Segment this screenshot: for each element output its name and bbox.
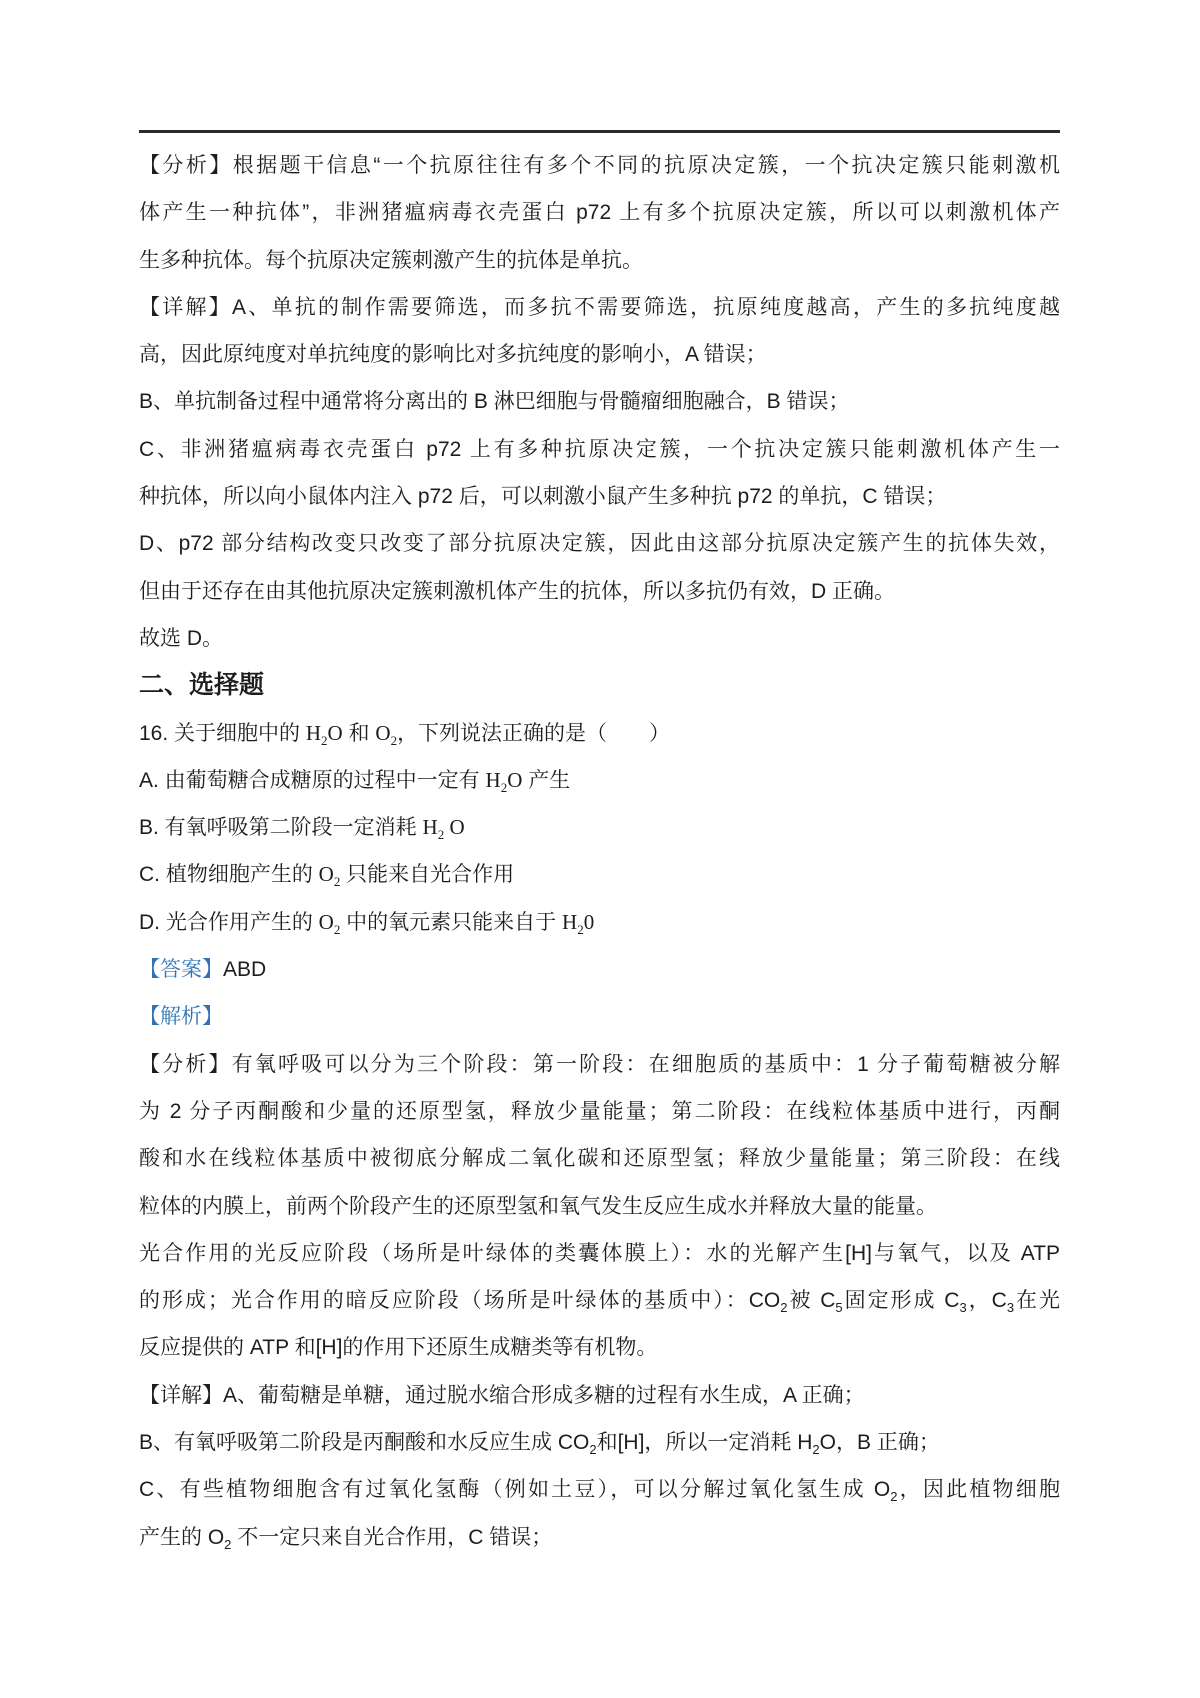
text-run: ，下列说法正确的是（ ） bbox=[397, 721, 671, 745]
text-run: $H_20$ bbox=[562, 909, 595, 937]
text-run: ABD bbox=[223, 958, 267, 982]
text-run: 种抗体，所以向小鼠体内注入 p72 后，可以刺激小鼠产生多种抗 p72 的单抗，C 错误； bbox=[139, 485, 947, 509]
text-line bbox=[139, 1041, 1060, 1088]
text-run: 和 bbox=[342, 721, 376, 745]
text-run: $H_2O$ bbox=[305, 720, 343, 748]
text-line bbox=[139, 1183, 1060, 1230]
text-line bbox=[139, 473, 1060, 520]
document-body bbox=[139, 142, 1060, 1561]
text-run: 中的氧元素只能来自于 bbox=[340, 910, 563, 934]
text-run: 高，因此原纯度对单抗纯度的影响比对多抗纯度的影响小，A 错误； bbox=[139, 343, 767, 367]
text-run: D. 光合作用产生的 bbox=[139, 910, 319, 934]
text-line bbox=[139, 426, 1060, 473]
text-line bbox=[139, 378, 1060, 425]
text-line bbox=[139, 1419, 1060, 1466]
text-run: 生多种抗体。每个抗原决定簇刺激产生的抗体是单抗。 bbox=[139, 248, 643, 272]
text-line bbox=[139, 142, 1060, 189]
text-line bbox=[139, 615, 1060, 662]
text-run: 16. 关于细胞中的 bbox=[139, 721, 306, 745]
divider-rule bbox=[139, 130, 1060, 133]
text-run: 【详解】A、葡萄糖是单糖，通过脱水缩合形成多糖的过程有水生成，A 正确； bbox=[139, 1383, 865, 1407]
text-run: $O_2$ bbox=[318, 862, 341, 890]
text-run: D、p72 部分结构改变只改变了部分抗原决定簇，因此由这部分抗原决定簇产生的抗体失效， bbox=[139, 532, 1060, 556]
text-line bbox=[139, 189, 1060, 236]
text-line bbox=[139, 1466, 1060, 1513]
text-run: C. 植物细胞产生的 bbox=[139, 863, 319, 887]
text-run: 体产生一种抗体”，非洲猪瘟病毒衣壳蛋白 p72 上有多个抗原决定簇，所以可以刺激机体产 bbox=[139, 201, 1060, 225]
text-run: B. 有氧呼吸第二阶段一定消耗 bbox=[139, 816, 423, 840]
text-run: B、单抗制备过程中通常将分离出的 B 淋巴细胞与骨髓瘤细胞融合，B 错误； bbox=[139, 390, 850, 414]
text-run: C、有些植物细胞含有过氧化氢酶（例如土豆），可以分解过氧化氢生成 $O_2$，因此植物细胞 bbox=[139, 1478, 1060, 1505]
text-line bbox=[139, 1135, 1060, 1182]
text-line bbox=[139, 851, 1060, 898]
text-run: 故选 D。 bbox=[139, 626, 223, 650]
text-line bbox=[139, 1372, 1060, 1419]
text-run: 为 2 分子丙酮酸和少量的还原型氢，释放少量能量；第二阶段：在线粒体基质中进行，丙酮 bbox=[139, 1099, 1060, 1123]
text-line bbox=[139, 331, 1060, 378]
text-run: 粒体的内膜上，前两个阶段产生的还原型氢和氧气发生反应生成水并释放大量的能量。 bbox=[139, 1194, 937, 1218]
text-run: $H_2$ O bbox=[422, 815, 465, 843]
text-line bbox=[139, 1514, 1060, 1561]
label-marker: 【答案】 bbox=[139, 958, 223, 982]
text-run: 二、选择题 bbox=[139, 671, 265, 700]
text-line bbox=[139, 946, 1060, 993]
text-line bbox=[139, 568, 1060, 615]
text-line bbox=[139, 710, 1060, 757]
text-line bbox=[139, 1324, 1060, 1371]
label-marker: 【解析】 bbox=[139, 1005, 223, 1029]
text-run: 反应提供的 ATP 和[H]的作用下还原生成糖类等有机物。 bbox=[139, 1336, 658, 1360]
text-line bbox=[139, 993, 1060, 1040]
text-line bbox=[139, 804, 1060, 851]
text-run: 产生 bbox=[522, 768, 571, 792]
text-run: 【分析】有氧呼吸可以分为三个阶段：第一阶段：在细胞质的基质中：1 分子葡萄糖被分解 bbox=[139, 1052, 1060, 1076]
text-run: $H_2O$ bbox=[485, 767, 523, 795]
text-line bbox=[139, 1277, 1060, 1324]
text-run: 但由于还存在由其他抗原决定簇刺激机体产生的抗体，所以多抗仍有效，D 正确。 bbox=[139, 579, 895, 603]
text-run: 只能来自光合作用 bbox=[340, 863, 515, 887]
text-line bbox=[139, 520, 1060, 567]
text-line bbox=[139, 284, 1060, 331]
text-run: 的形成；光合作用的暗反应阶段（场所是叶绿体的基质中）：$CO_2$被 $C_5$固定形成 $C_3$，$C_3$在光 bbox=[139, 1289, 1060, 1316]
text-run: $O_2$ bbox=[318, 909, 341, 937]
text-run: A. 由葡萄糖合成糖原的过程中一定有 bbox=[139, 768, 486, 792]
text-run: 光合作用的光反应阶段（场所是叶绿体的类囊体膜上）：水的光解产生[H]与氧气，以及 ATP bbox=[139, 1241, 1060, 1265]
text-run: 产生的 $O_2$ 不一定只来自光合作用，C 错误； bbox=[139, 1525, 553, 1552]
text-line bbox=[139, 899, 1060, 946]
text-run: $O_2$ bbox=[375, 720, 398, 748]
text-line bbox=[139, 1230, 1060, 1277]
text-line bbox=[139, 1088, 1060, 1135]
text-run: C、非洲猪瘟病毒衣壳蛋白 p72 上有多种抗原决定簇，一个抗决定簇只能刺激机体产生一 bbox=[139, 437, 1060, 461]
text-line bbox=[139, 757, 1060, 804]
text-run: B、有氧呼吸第二阶段是丙酮酸和水反应生成 $CO_2$和[H]，所以一定消耗 $H_2O$，B 正确； bbox=[139, 1431, 940, 1458]
text-run: 酸和水在线粒体基质中被彻底分解成二氧化碳和还原型氢；释放少量能量；第三阶段：在线 bbox=[139, 1147, 1060, 1171]
section-heading bbox=[139, 662, 1060, 709]
text-run: 【详解】A、单抗的制作需要筛选，而多抗不需要筛选，抗原纯度越高，产生的多抗纯度越 bbox=[139, 295, 1060, 319]
text-run: 【分析】根据题干信息“一个抗原往往有多个不同的抗原决定簇，一个抗决定簇只能刺激机 bbox=[139, 154, 1060, 177]
text-line bbox=[139, 237, 1060, 284]
